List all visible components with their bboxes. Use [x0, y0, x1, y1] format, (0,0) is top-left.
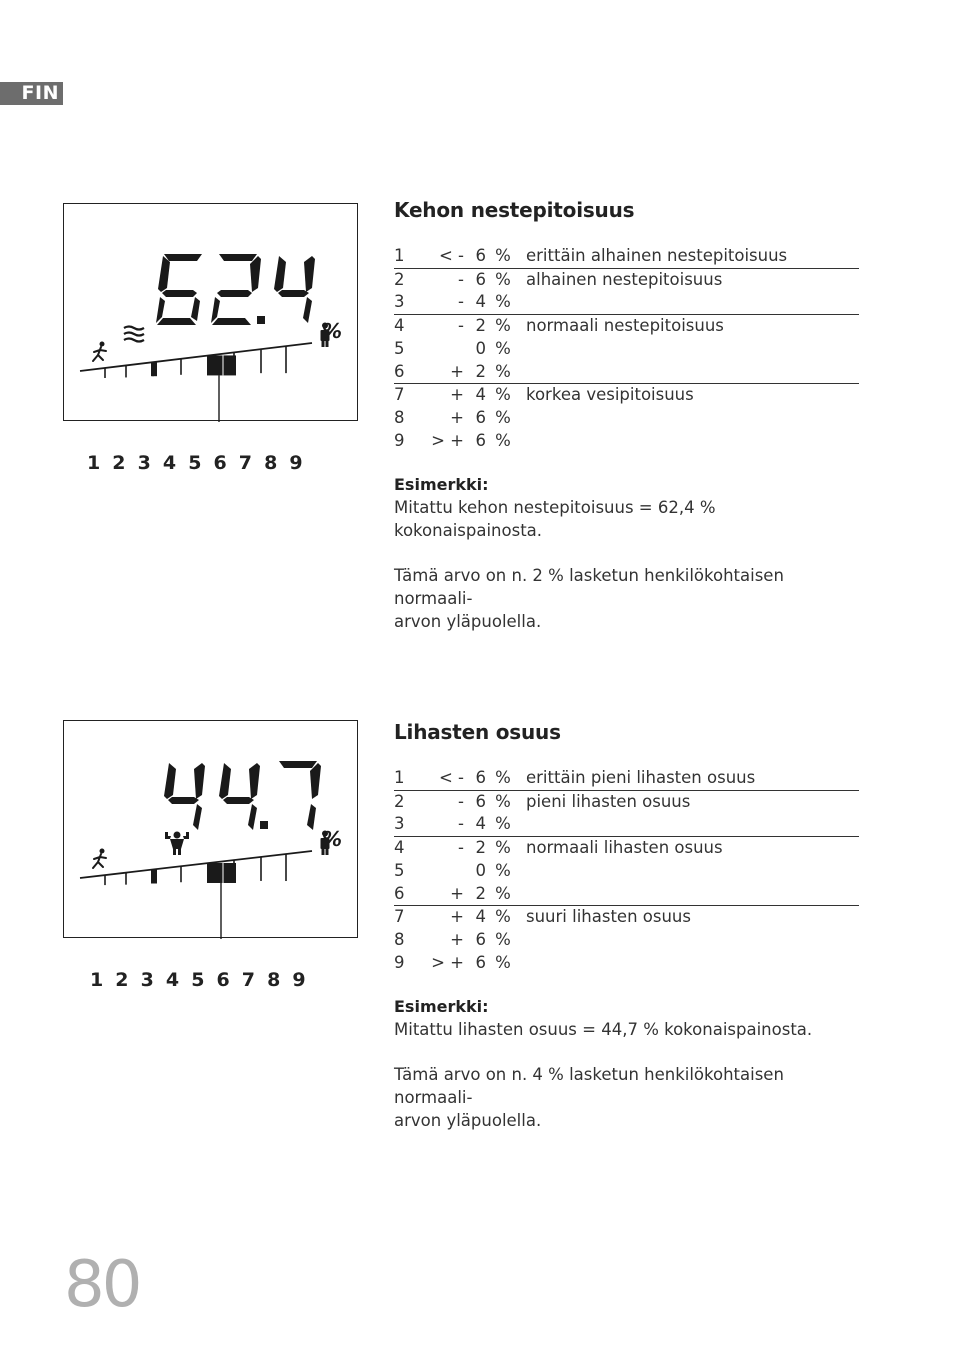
cell-label — [520, 338, 859, 361]
cell-sign: - — [428, 315, 470, 338]
cell-pct: % — [486, 837, 520, 860]
cell-sign: > + — [431, 952, 464, 972]
muscle-arm-right — [183, 832, 189, 839]
cell-pct: % — [495, 246, 511, 265]
example-text: Mitattu kehon nestepitoisuus = 62,4 % kokonaispainosta. — [394, 498, 716, 541]
cell-n: 1 — [394, 768, 405, 787]
scale-indicator-block — [207, 355, 236, 375]
cell-pct: % — [495, 860, 511, 880]
water-waves-icon — [124, 327, 144, 342]
muscle-leg — [173, 849, 176, 855]
table-row — [394, 430, 859, 453]
cell-pct: % — [495, 338, 511, 358]
cell-val: 0 — [475, 338, 486, 358]
cell-label: pieni lihasten osuus — [520, 790, 859, 813]
cell-sign: - — [428, 268, 470, 291]
cell-n: 7 — [394, 384, 428, 407]
muscle-torso — [170, 839, 184, 849]
cell-val: 2 — [470, 315, 486, 338]
page-number: 80 — [64, 1248, 140, 1322]
cell-sign: - — [428, 790, 470, 813]
cell-label: alhainen nestepitoisuus — [520, 268, 859, 291]
cell-label: suuri lihasten osuus — [520, 906, 859, 929]
scale-number: 5 — [191, 969, 205, 991]
cell-val: 6 — [475, 768, 486, 787]
cell-val: 2 — [470, 837, 486, 860]
cell-pct: % — [495, 292, 511, 312]
cell-sign — [428, 860, 470, 883]
scale-number: 9 — [292, 969, 306, 991]
cell-label — [520, 361, 859, 384]
cell-val: 2 — [475, 883, 486, 903]
cell-n: 4 — [394, 315, 428, 338]
unit-percent: % — [322, 827, 343, 851]
cell-n: 2 — [394, 268, 428, 291]
cell-val: 2 — [475, 361, 486, 381]
table-row — [394, 384, 859, 407]
cell-val: 6 — [470, 790, 486, 813]
runner-body — [93, 854, 106, 868]
cell-pct: % — [486, 906, 520, 929]
scale-number: 6 — [213, 452, 227, 474]
cell-pct: % — [495, 929, 511, 949]
table-row — [394, 929, 859, 952]
levels-table-muscle — [394, 767, 859, 974]
cell-val: 6 — [475, 952, 486, 972]
cell-val: 4 — [475, 292, 486, 312]
table-row — [394, 952, 859, 975]
cell-n: 9 — [394, 430, 405, 450]
scale-indicator-block — [207, 863, 236, 883]
muscle-head — [174, 832, 181, 839]
cell-pct: % — [495, 361, 511, 381]
cell-sign: + — [450, 407, 464, 427]
table-row — [394, 790, 859, 813]
note-line-1: Tämä arvo on n. 4 % lasketun henkilökohtaisen normaali- — [394, 1065, 784, 1108]
cell-sign: - — [458, 292, 464, 312]
cell-n: 4 — [394, 837, 428, 860]
cell-val: 4 — [470, 384, 486, 407]
cell-label — [520, 929, 859, 952]
lcd-digit-4b — [219, 763, 260, 830]
lcd-digit-4a — [164, 763, 205, 830]
scale-number: 2 — [112, 452, 126, 474]
scale-number: 4 — [162, 452, 177, 474]
cell-pct: % — [486, 315, 520, 338]
unit-percent: % — [322, 319, 343, 343]
wave-line — [124, 333, 144, 336]
runner-body — [93, 347, 106, 361]
scale-baseline — [80, 343, 312, 371]
cell-sign: + — [428, 384, 470, 407]
cell-sign: > + — [431, 430, 464, 450]
scale-number: 4 — [165, 969, 180, 991]
table-row — [394, 767, 859, 790]
wave-line — [124, 327, 144, 330]
cell-sign: < - — [438, 246, 464, 265]
cell-n: 3 — [394, 814, 405, 834]
runner-head — [100, 342, 105, 347]
cell-pct: % — [495, 768, 511, 787]
note-line-1: Tämä arvo on n. 2 % lasketun henkilökohtaisen normaali- — [394, 566, 784, 609]
lcd-digit-6 — [156, 254, 202, 325]
cell-n: 1 — [394, 246, 405, 265]
section-title: Kehon nestepitoisuus — [394, 198, 635, 222]
scale-mark-normal — [151, 362, 157, 376]
scale-numbers-muscle — [90, 969, 318, 991]
cell-val: 4 — [475, 814, 486, 834]
cell-n: 7 — [394, 906, 428, 929]
scale-display-muscle — [63, 720, 358, 938]
table-row — [394, 245, 859, 268]
cell-pct: % — [495, 814, 511, 834]
scale-number: 8 — [267, 969, 281, 991]
scale-display-water — [63, 203, 358, 421]
scale-number: 2 — [115, 969, 129, 991]
lcd-muscle-svg — [64, 721, 359, 939]
cell-sign: + — [428, 906, 470, 929]
cell-label — [520, 430, 859, 453]
section-muscle — [394, 720, 860, 1132]
cell-label — [520, 291, 859, 314]
scale-number: 3 — [140, 969, 154, 991]
example-title: Esimerkki: — [394, 475, 489, 495]
cell-sign: + — [450, 361, 464, 381]
cell-n: 9 — [394, 952, 405, 972]
levels-table-water — [394, 245, 859, 452]
cell-val: 6 — [475, 246, 486, 265]
example-title: Esimerkki: — [394, 997, 489, 1017]
cell-val: 4 — [470, 906, 486, 929]
scale-number: 5 — [188, 452, 202, 474]
language-tab: FIN — [0, 82, 63, 105]
table-row — [394, 860, 859, 883]
example-text: Mitattu lihasten osuus = 44,7 % kokonaispainosta. — [394, 1020, 813, 1040]
cell-label — [520, 813, 859, 836]
scale-number: 8 — [264, 452, 278, 474]
scale-number: 1 — [87, 452, 101, 474]
cell-label: normaali nestepitoisuus — [520, 315, 859, 338]
cell-sign: - — [428, 837, 470, 860]
table-row — [394, 291, 859, 314]
cell-n: 8 — [394, 407, 405, 427]
cell-val: 6 — [475, 407, 486, 427]
runner-icon — [93, 342, 106, 362]
lcd-digit-4 — [274, 256, 315, 323]
cell-val: 6 — [475, 430, 486, 450]
table-row — [394, 338, 859, 361]
table-row — [394, 361, 859, 384]
cell-val: 6 — [470, 268, 486, 291]
cell-n: 5 — [394, 860, 405, 880]
cell-pct: % — [495, 883, 511, 903]
scale-number: 7 — [238, 452, 253, 474]
cell-sign — [428, 338, 470, 361]
scale-number: 3 — [137, 452, 151, 474]
section-water — [394, 198, 860, 633]
cell-label — [520, 860, 859, 883]
muscle-arm-left — [165, 832, 171, 839]
wave-line — [124, 339, 144, 342]
note-line-2: arvon yläpuolella. — [394, 1111, 542, 1131]
cell-label: normaali lihasten osuus — [520, 837, 859, 860]
scale-numbers-water — [87, 452, 315, 474]
lcd-digit-7 — [279, 761, 321, 830]
cell-n: 6 — [394, 361, 405, 381]
table-row — [394, 906, 859, 929]
cell-pct: % — [495, 407, 511, 427]
table-row — [394, 315, 859, 338]
cell-pct: % — [495, 430, 511, 450]
table-row — [394, 837, 859, 860]
runner-head — [100, 849, 105, 854]
cell-sign: + — [450, 929, 464, 949]
lcd-decimal-point — [260, 821, 268, 829]
scale-baseline — [80, 851, 312, 878]
cell-sign: < - — [438, 768, 464, 787]
cell-label — [520, 952, 859, 975]
cell-pct: % — [486, 268, 520, 291]
table-row — [394, 407, 859, 430]
muscle-icon — [165, 832, 189, 856]
lcd-decimal-point — [257, 316, 265, 324]
muscle-leg — [178, 849, 181, 855]
section-title: Lihasten osuus — [394, 720, 561, 744]
cell-pct: % — [495, 952, 511, 972]
cell-label: korkea vesipitoisuus — [520, 384, 859, 407]
cell-label: erittäin pieni lihasten osuus — [526, 768, 756, 787]
note-line-2: arvon yläpuolella. — [394, 612, 542, 632]
cell-label: erittäin alhainen nestepitoisuus — [526, 246, 788, 265]
cell-n: 8 — [394, 929, 405, 949]
cell-n: 2 — [394, 790, 428, 813]
cell-n: 5 — [394, 338, 405, 358]
cell-pct: % — [486, 384, 520, 407]
cell-sign: + — [450, 883, 464, 903]
lcd-digit-2 — [211, 254, 261, 325]
scale-number: 1 — [90, 969, 104, 991]
cell-val: 0 — [475, 860, 486, 880]
scale-number: 6 — [216, 969, 230, 991]
cell-label — [520, 407, 859, 430]
scale-number: 7 — [241, 969, 256, 991]
runner-icon — [93, 849, 106, 869]
table-row — [394, 883, 859, 906]
cell-sign: - — [458, 814, 464, 834]
cell-label — [520, 883, 859, 906]
table-row — [394, 813, 859, 836]
cell-n: 6 — [394, 883, 405, 903]
cell-val: 6 — [475, 929, 486, 949]
scale-mark-normal — [151, 870, 157, 884]
lcd-water-svg — [64, 204, 359, 422]
cell-n: 3 — [394, 292, 405, 312]
cell-pct: % — [486, 790, 520, 813]
table-row — [394, 268, 859, 291]
scale-number: 9 — [289, 452, 303, 474]
